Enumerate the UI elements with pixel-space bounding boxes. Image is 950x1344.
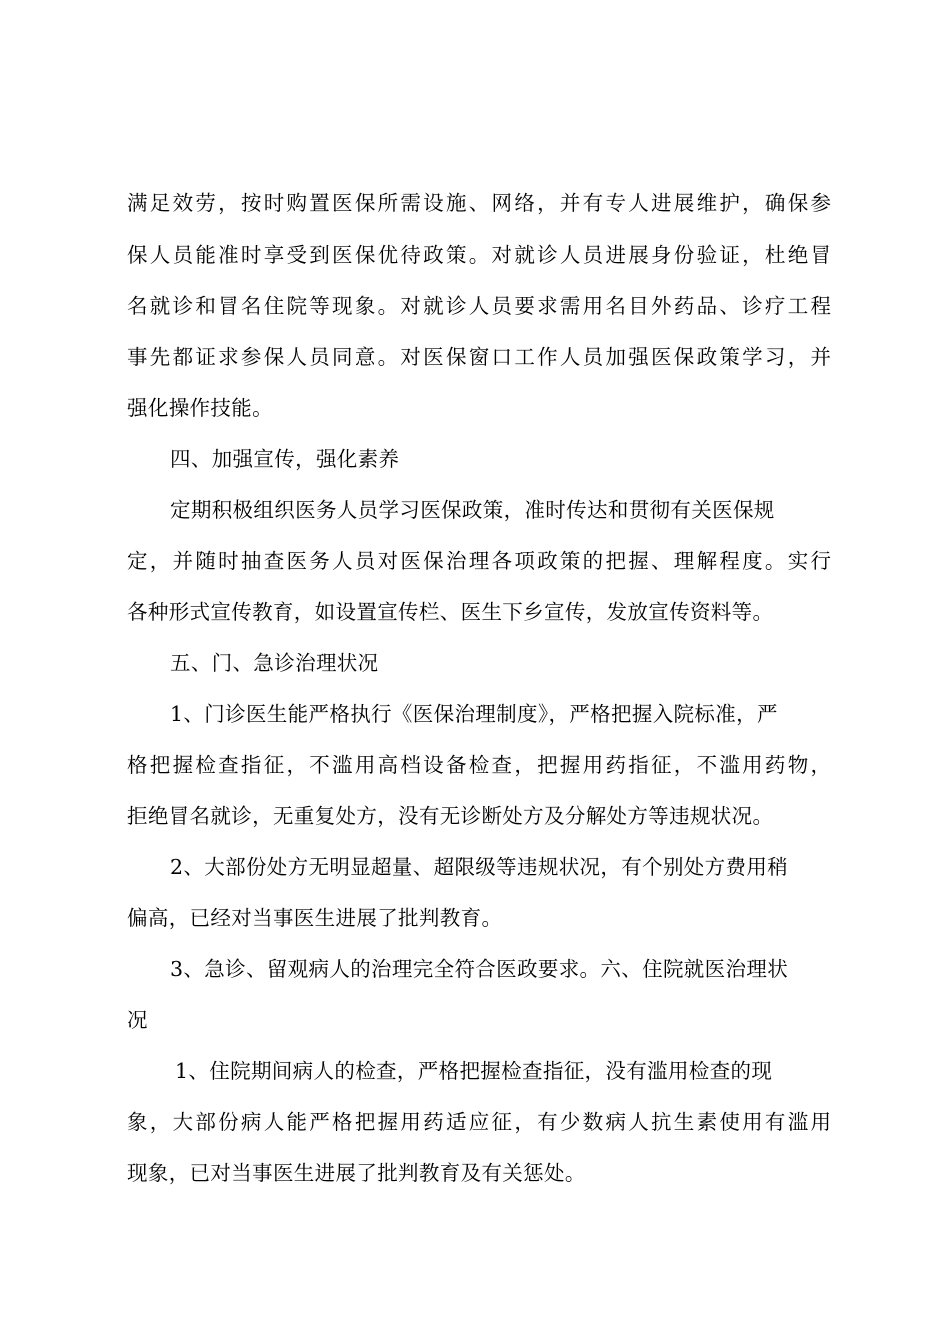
paragraph-first-line: 定期积极组织医务人员学习医保政策，准时传达和贯彻有关医保规 [170,498,775,522]
body-text-line: 各种形式宣传教育，如设置宣传栏、医生下乡宣传，发放宣传资料等。 [127,600,774,624]
section-heading: 五、门、急诊治理状况 [170,651,379,675]
section-heading: 四、加强宣传，强化素养 [170,447,400,471]
body-text-line: 定，并随时抽查医务人员对医保治理各项政策的把握、理解程度。实行 [127,549,831,573]
paragraph-first-line: 3、急诊、留观病人的治理完全符合医政要求。六、住院就医治理状 [170,957,789,981]
body-text-line: 偏高，已经对当事医生进展了批判教育。 [127,906,503,930]
paragraph-first-line: 2、大部份处方无明显超量、超限级等违规状况，有个别处方费用稍 [170,855,789,879]
body-text-line: 保人员能准时享受到医保优待政策。对就诊人员进展身份验证，杜绝冒 [127,243,831,267]
body-text-line: 名就诊和冒名住院等现象。对就诊人员要求需用名目外药品、诊疗工程 [127,294,831,318]
paragraph-first-line: 1、住院期间病人的检查，严格把握检查指征，没有滥用检查的现 [175,1059,773,1083]
body-text-line: 现象，已对当事医生进展了批判教育及有关惩处。 [127,1161,586,1185]
body-text-line: 格把握检查指征，不滥用高档设备检查，把握用药指征，不滥用药物， [127,753,831,777]
body-text-line: 况 [127,1008,148,1032]
body-text-line: 拒绝冒名就诊，无重复处方，没有无诊断处方及分解处方等违规状况。 [127,804,774,828]
body-text-line: 强化操作技能。 [127,396,273,420]
body-text-line: 事先都证求参保人员同意。对医保窗口工作人员加强医保政策学习，并 [127,345,831,369]
body-text-line: 象，大部份病人能严格把握用药适应征，有少数病人抗生素使用有滥用 [127,1110,831,1134]
paragraph-first-line: 1、门诊医生能严格执行《医保治理制度》，严格把握入院标准，严 [170,702,778,726]
body-text-line: 满足效劳，按时购置医保所需设施、网络，并有专人进展维护，确保参 [127,191,831,215]
